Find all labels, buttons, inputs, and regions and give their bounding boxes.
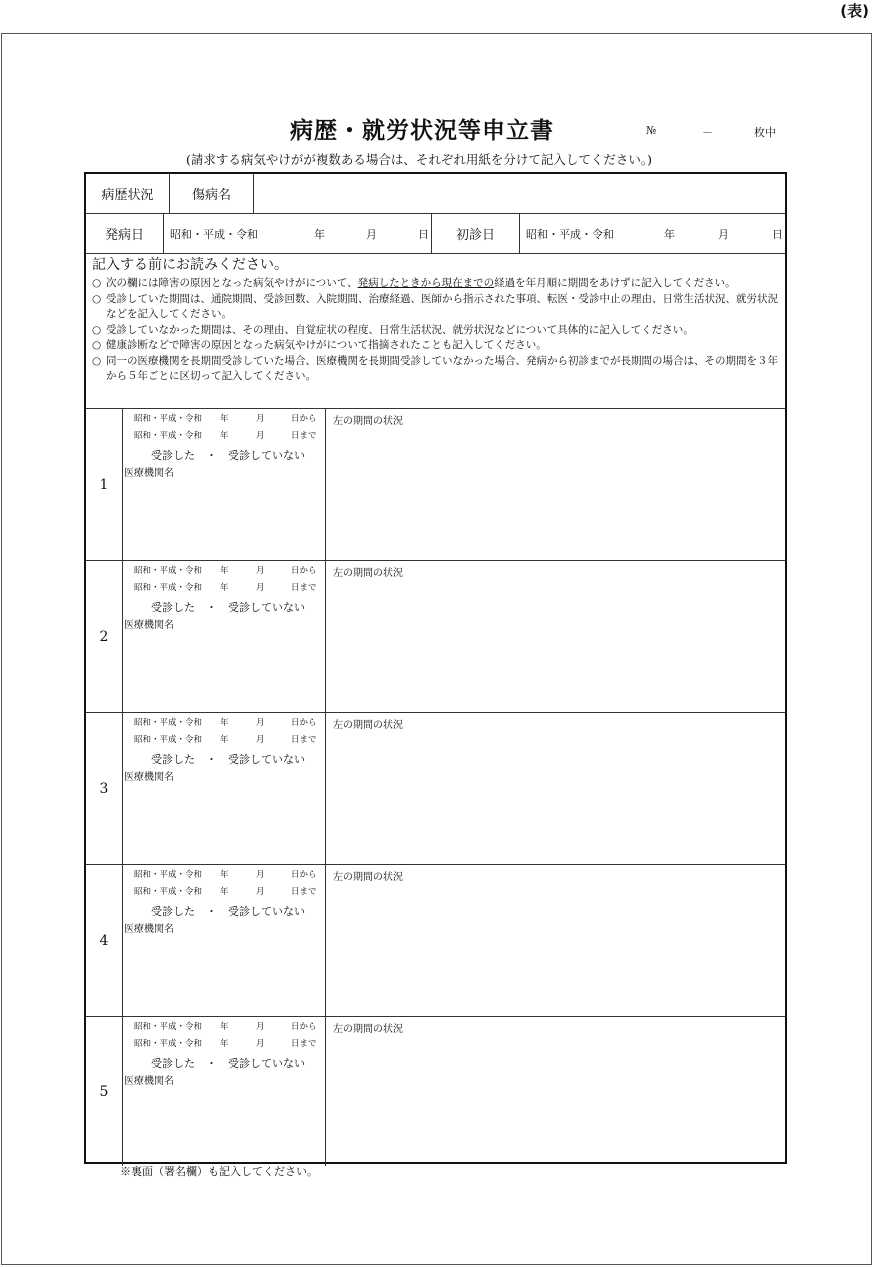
instruction-item: ○ 次の欄には障害の原因となった病気やけがについて、発病したときから現在までの経過を年月順に期間をあけずに記入してください。 bbox=[92, 277, 736, 289]
period-number: 1 bbox=[86, 409, 123, 560]
period-status-label: 左の期間の状況 bbox=[333, 568, 403, 579]
first-visit-date-field[interactable] bbox=[520, 214, 785, 253]
period-status-label: 左の期間の状況 bbox=[333, 1024, 403, 1035]
disease-label: 傷病名 bbox=[170, 174, 254, 213]
first-visit-era: 昭和・平成・令和 bbox=[526, 227, 614, 241]
instructions-heading: 記入する前にお読みください。 bbox=[92, 257, 288, 273]
page-number-label: № bbox=[646, 124, 657, 137]
period-number: 2 bbox=[86, 561, 123, 712]
page-number-total: 枚中 bbox=[754, 126, 776, 139]
periods-section bbox=[86, 409, 785, 1162]
period-number: 3 bbox=[86, 713, 123, 864]
dates-row bbox=[86, 214, 785, 254]
onset-day: 日 bbox=[418, 227, 429, 241]
footer-note: ※裏面（署名欄）も記入してください。 bbox=[120, 1165, 318, 1178]
period-date-field[interactable]: 昭和・平成・令和 年 月 日から 昭和・平成・令和 年 月 日まで 受診した ・ 受診していない 医療機関名 bbox=[122, 865, 326, 1016]
instructions bbox=[86, 254, 785, 409]
first-visit-label: 初診日 bbox=[432, 214, 520, 253]
hospital-name-label: 医療機関名 bbox=[124, 468, 174, 479]
period-date-field[interactable]: 昭和・平成・令和 年 月 日から 昭和・平成・令和 年 月 日まで 受診した ・ 受診していない 医療機関名 bbox=[122, 1017, 326, 1166]
instruction-item: ○ 受診していた期間は、通院期間、受診回数、入院期間、治療経過、医師から指示された事項、転医・受診中止の理由、日常生活状況、就労状況などを記入してください。 bbox=[92, 292, 778, 320]
page-subtitle: (請求する病気やけがが複数ある場合は、それぞれ用紙を分けて記入してください。) bbox=[186, 152, 653, 167]
period-row bbox=[86, 713, 785, 865]
first-visit-day: 日 bbox=[772, 227, 783, 241]
period-row bbox=[86, 1017, 785, 1166]
period-number: 5 bbox=[86, 1017, 123, 1166]
period-status-label: 左の期間の状況 bbox=[333, 872, 403, 883]
consult-choice[interactable]: 受診した ・ 受診していない bbox=[151, 753, 305, 766]
onset-month: 月 bbox=[366, 227, 377, 241]
form-table bbox=[84, 172, 787, 1164]
period-date-field[interactable]: 昭和・平成・令和 年 月 日から 昭和・平成・令和 年 月 日まで 受診した ・ 受診していない 医療機関名 bbox=[122, 713, 326, 864]
period-row bbox=[86, 409, 785, 561]
consult-choice[interactable]: 受診した ・ 受診していない bbox=[151, 449, 305, 462]
consult-choice[interactable]: 受診した ・ 受診していない bbox=[151, 601, 305, 614]
page-title: 病歴・就労状況等申立書 bbox=[290, 117, 554, 144]
first-visit-year: 年 bbox=[664, 227, 675, 241]
onset-year: 年 bbox=[314, 227, 325, 241]
period-row bbox=[86, 561, 785, 713]
history-label: 病歴状況 bbox=[86, 174, 170, 213]
onset-date-field[interactable] bbox=[164, 214, 432, 253]
period-row bbox=[86, 865, 785, 1017]
disease-row bbox=[86, 174, 785, 214]
onset-label: 発病日 bbox=[86, 214, 164, 253]
first-visit-month: 月 bbox=[718, 227, 729, 241]
period-status-label: 左の期間の状況 bbox=[333, 416, 403, 427]
instruction-item: ○ 受診していなかった期間は、その理由、自覚症状の程度、日常生活状況、就労状況などについて具体的に記入してください。 bbox=[92, 323, 694, 336]
hospital-name-label: 医療機関名 bbox=[124, 772, 174, 783]
onset-era: 昭和・平成・令和 bbox=[170, 227, 258, 241]
period-status-label: 左の期間の状況 bbox=[333, 720, 403, 731]
hospital-name-label: 医療機関名 bbox=[124, 620, 174, 631]
page-number-dash: － bbox=[702, 126, 713, 139]
disease-input[interactable] bbox=[254, 174, 785, 213]
page-number bbox=[646, 124, 776, 138]
consult-choice[interactable]: 受診した ・ 受診していない bbox=[151, 905, 305, 918]
instruction-item: ○ 同一の医療機関を長期間受診していた場合、医療機関を長期間受診していなかった場合、発病から初診までが長期間の場合は、その期間を３年から５年ごとに区切って記入してください。 bbox=[92, 354, 778, 382]
hospital-name-label: 医療機関名 bbox=[124, 1076, 174, 1087]
period-date-field[interactable]: 昭和・平成・令和 年 月 日から 昭和・平成・令和 年 月 日まで 受診した ・ 受診していない 医療機関名 bbox=[122, 561, 326, 712]
hospital-name-label: 医療機関名 bbox=[124, 924, 174, 935]
consult-choice[interactable]: 受診した ・ 受診していない bbox=[151, 1057, 305, 1070]
period-number: 4 bbox=[86, 865, 123, 1016]
period-date-field[interactable]: 昭和・平成・令和 年 月 日から 昭和・平成・令和 年 月 日まで 受診した ・ 受診していない 医療機関名 bbox=[122, 409, 326, 560]
form-side-label: (表) bbox=[840, 2, 869, 20]
instruction-item: ○ 健康診断などで障害の原因となった病気やけがについて指摘されたことも記入してください。 bbox=[92, 339, 547, 351]
